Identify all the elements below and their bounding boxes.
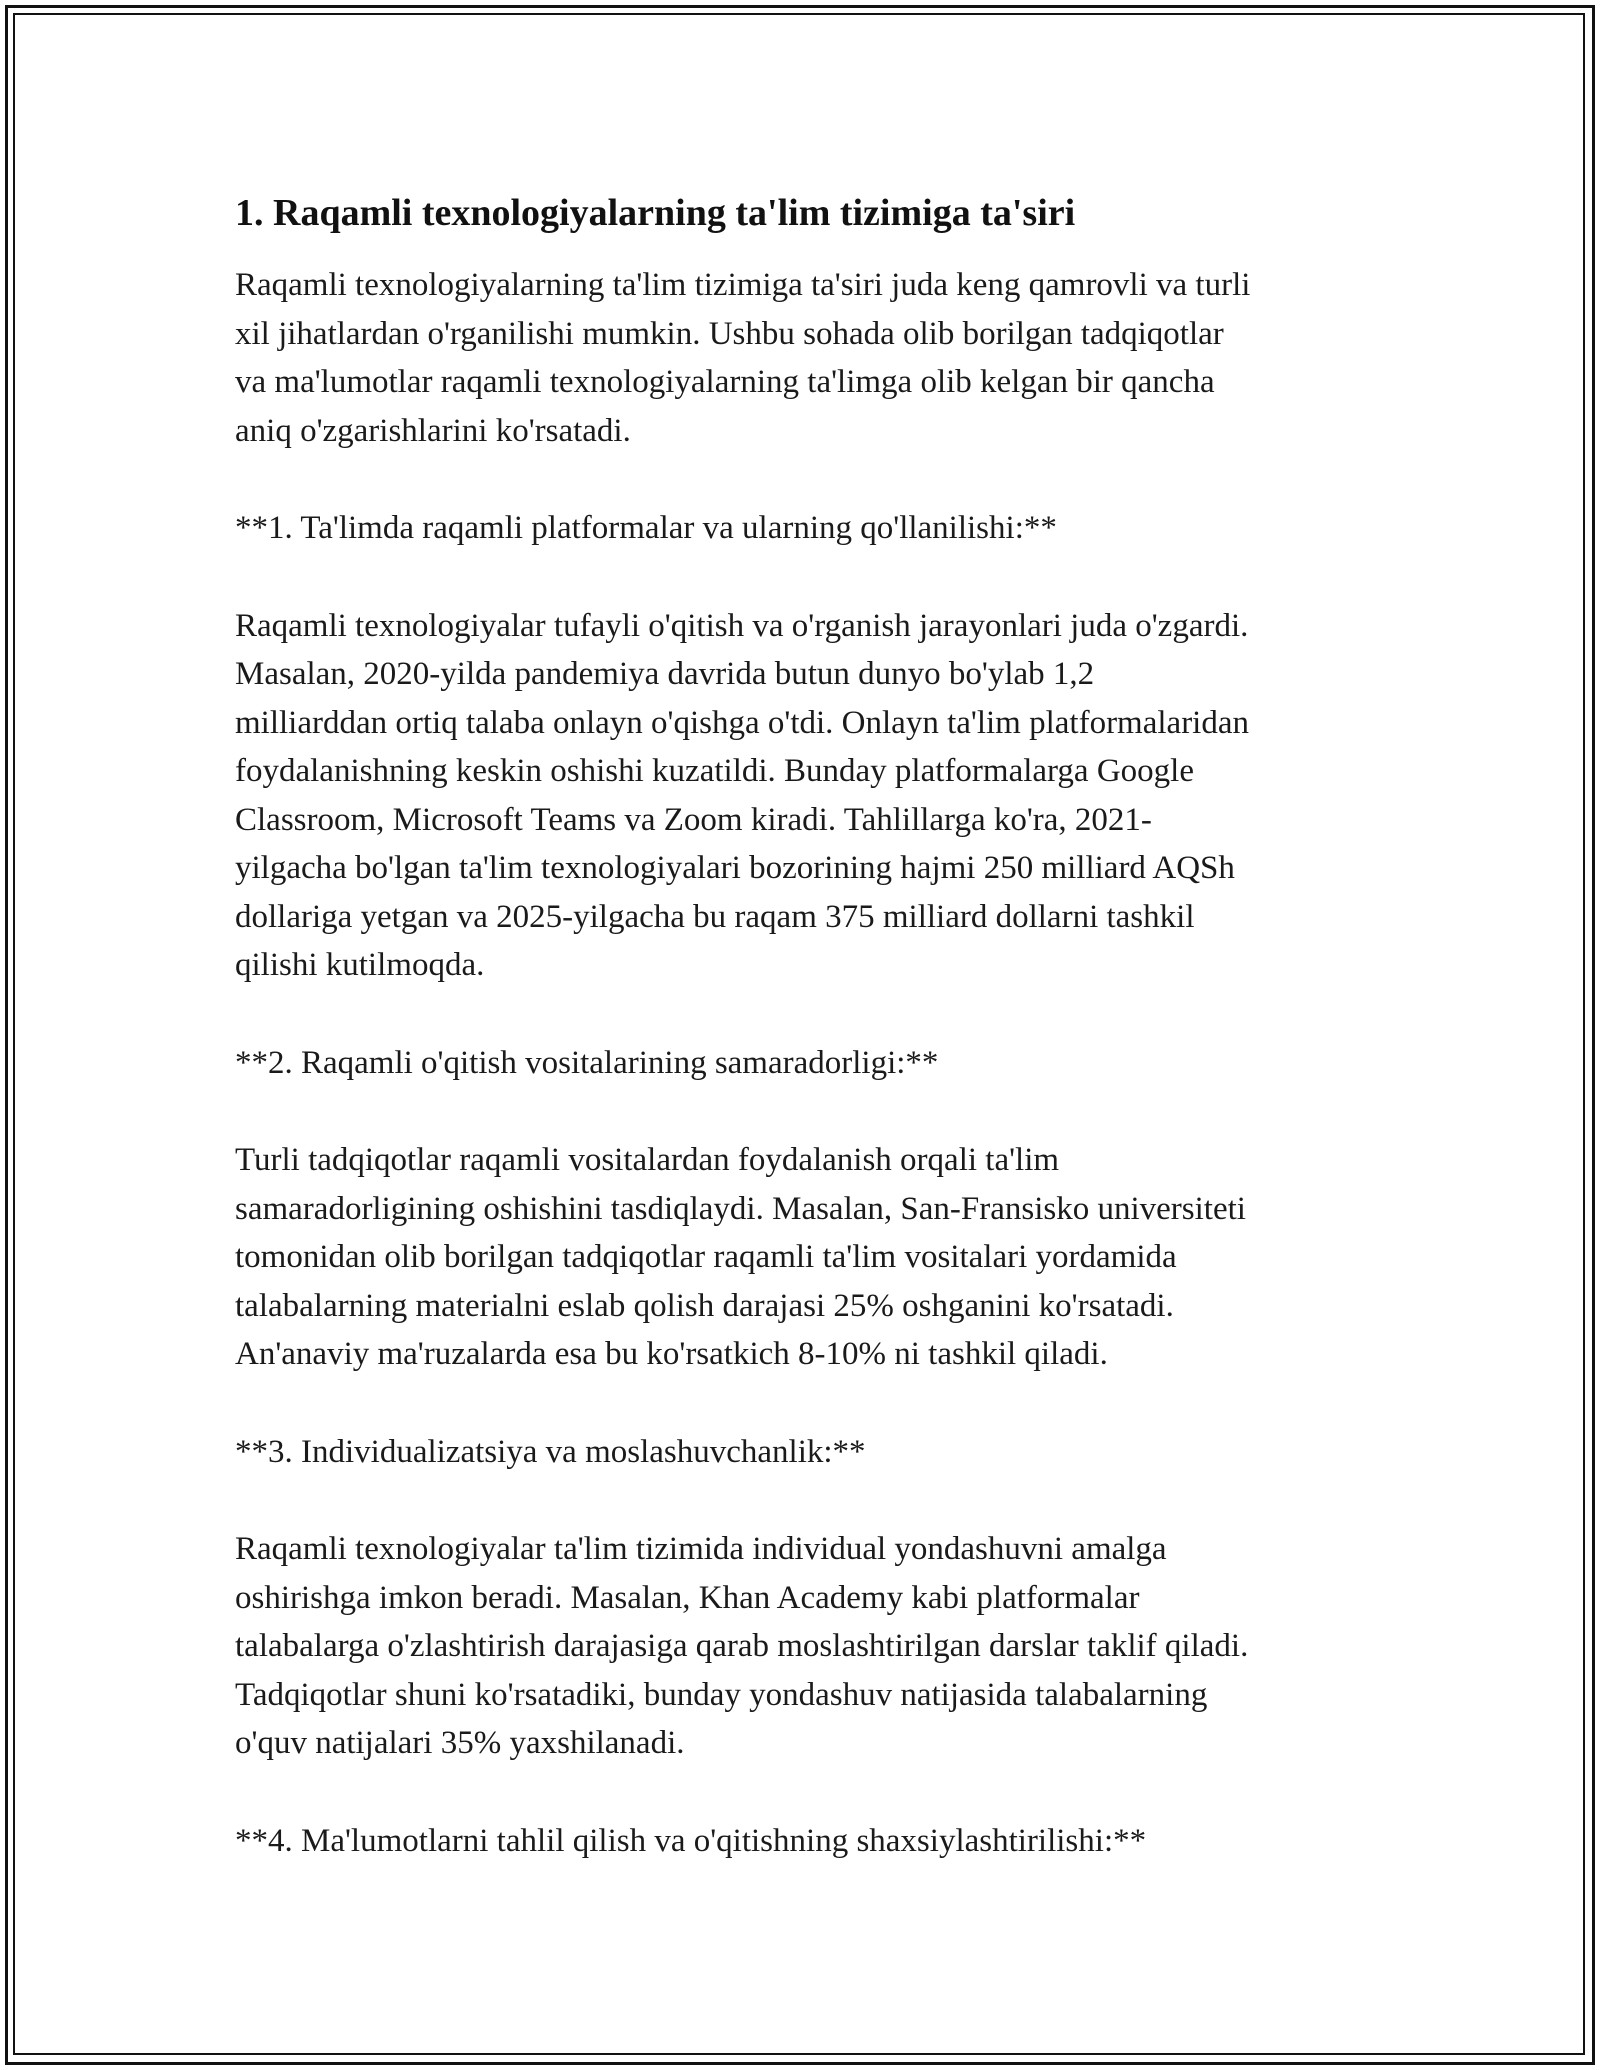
text-line: aniq o'zgarishlarini ko'rsatadi. (235, 412, 631, 449)
text-line: Masalan, 2020-yilda pandemiya davrida butun dunyo bo'ylab 1,2 (235, 656, 1095, 692)
text-line: talabalarning materialni eslab qolish darajasi 25% oshganini ko'rsatadi. (235, 1287, 1174, 1324)
text-line: milliarddan ortiq talaba onlayn o'qishga o'tdi. Onlayn ta'lim platformalaridan (235, 704, 1249, 741)
text-line: talabalarga o'zlashtirish darajasiga qarab moslashtirilgan darslar taklif qiladi. (235, 1628, 1249, 1664)
text-line: oshirishga imkon beradi. Masalan, Khan Academy kabi platformalar (235, 1579, 1140, 1616)
text-line: dollariga yetgan va 2025-yilgacha bu raqam 375 milliard dollarni tashkil (235, 898, 1195, 935)
document-body (235, 185, 1380, 1914)
section-paragraph-3 (235, 1525, 1380, 1768)
text-line: An'anaviy ma'ruzalarda esa bu ko'rsatkich 8-10% ni tashkil qiladi. (235, 1336, 1108, 1372)
section-paragraph-2 (235, 1136, 1380, 1379)
text-line: Tadqiqotlar shuni ko'rsatadiki, bunday yondashuv natijasida talabalarning (235, 1676, 1208, 1713)
text-line: qilishi kutilmoqda. (235, 947, 485, 983)
text-line: Raqamli texnologiyalar ta'lim tizimida individual yondashuvni amalga (235, 1531, 1167, 1567)
text-line: Raqamli texnologiyalarning ta'lim tizimiga ta'siri juda keng qamrovli va turli (235, 267, 1251, 303)
section-heading-2: **2. Raqamli o'qitish vositalarining samaradorligi:** (235, 1044, 939, 1081)
section-paragraph-1 (235, 602, 1380, 990)
text-line: foydalanishning keskin oshishi kuzatildi. Bunday platformalarga Google (235, 753, 1194, 789)
document-title: 1. Raqamli texnologiyalarning ta'lim tizimiga ta'siri (235, 192, 1076, 234)
text-line: xil jihatlardan o'rganilishi mumkin. Ushbu sohada olib borilgan tadqiqotlar (235, 315, 1224, 352)
text-line: samaradorligining oshishini tasdiqlaydi. Masalan, San-Fransisko universiteti (235, 1190, 1246, 1227)
text-line: o'quv natijalari 35% yaxshilanadi. (235, 1725, 685, 1761)
text-line: Classroom, Microsoft Teams va Zoom kiradi. Tahlillarga ko'ra, 2021- (235, 801, 1152, 838)
section-heading-3: **3. Individualizatsiya va moslashuvchanlik:** (235, 1433, 866, 1470)
text-line: yilgacha bo'lgan ta'lim texnologiyalari bozorining hajmi 250 milliard AQSh (235, 850, 1235, 886)
section-heading-4: **4. Ma'lumotlarni tahlil qilish va o'qitishning shaxsiylashtirilishi:** (235, 1822, 1147, 1859)
text-line: Turli tadqiqotlar raqamli vositalardan foydalanish orqali ta'lim (235, 1142, 1060, 1178)
intro-paragraph (235, 261, 1380, 455)
text-line: tomonidan olib borilgan tadqiqotlar raqamli ta'lim vositalari yordamida (235, 1239, 1177, 1275)
section-heading-1: **1. Ta'limda raqamli platformalar va ularning qo'llanilishi:** (235, 510, 1057, 546)
text-line: Raqamli texnologiyalar tufayli o'qitish va o'rganish jarayonlari juda o'zgardi. (235, 607, 1249, 644)
text-line: va ma'lumotlar raqamli texnologiyalarning ta'limga olib kelgan bir qancha (235, 364, 1215, 400)
